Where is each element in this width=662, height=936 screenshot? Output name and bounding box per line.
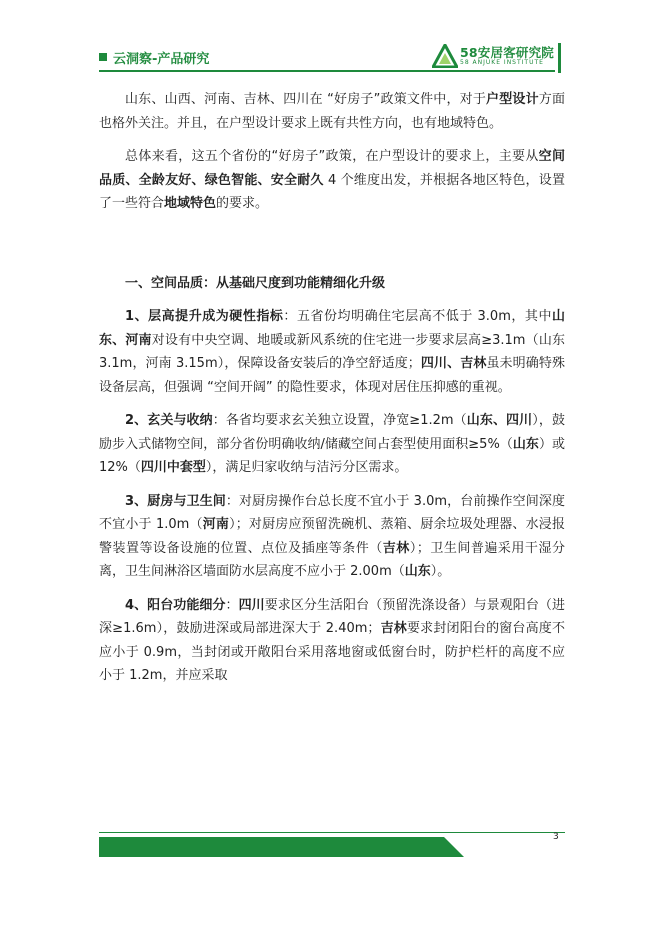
logo-roof-icon xyxy=(432,44,458,68)
header-marker xyxy=(99,53,107,61)
item-balcony: 4、阳台功能细分：四川要求区分生活阳台（预留洗涤设备）与景观阳台（进深≥1.6m），鼓励进深或局部进深大于 2.40m；吉林要求封闭阳台的窗台高度不应小于 0.9m，当封闭或开敞阳台采用落地窗或低窗台时，防护栏杆的高度不应小于 1.2m，并应采取 xyxy=(99,597,565,683)
logo-text-cn: 58安居客研究院 xyxy=(460,45,554,60)
header-accent-bar xyxy=(558,43,561,73)
page-number: 3 xyxy=(553,832,559,842)
header-title: 云洞察-产品研究 xyxy=(113,52,210,67)
section-heading: 一、空间品质：从基础尺度到功能精细化升级 xyxy=(125,275,386,291)
logo-text-en: 58 ANJUKE INSTITUTE xyxy=(460,59,544,66)
item-kitchen-bath: 3、厨房与卫生间：对厨房操作台总长度不宜小于 3.0m，台前操作空间深度不宜小于 1.0m（河南）；对厨房应预留洗碗机、蒸箱、厨余垃圾处理器、水浸报警装置等设备设施的位置、点位及插座等条件（吉林）；卫生间普遍采用干湿分离，卫生间淋浴区墙面防水层高度不应小于 2.00m（山东）。 xyxy=(99,493,565,579)
brand-logo xyxy=(432,42,556,70)
intro-paragraph-1: 山东、山西、河南、吉林、四川在 “好房子”政策文件中，对于户型设计方面也格外关注。并且，在户型设计要求上既有共性方向，也有地域特色。 xyxy=(99,92,565,131)
header-divider xyxy=(99,70,555,72)
footer-divider xyxy=(99,832,565,833)
page-header xyxy=(0,0,662,80)
intro-paragraph-2: 总体来看，这五个省份的“好房子”政策，在户型设计的要求上，主要从空间品质、全龄友好、绿色智能、安全耐久 4 个维度出发，并根据各地区特色，设置了一些符合地域特色的要求。 xyxy=(99,149,565,211)
item-floor-height: 1、层高提升成为硬性指标：五省份均明确住宅层高不低于 3.0m，其中山东、河南对设有中央空调、地暖或新风系统的住宅进一步要求层高≥3.1m（山东 3.1m，河南 3.15m），保障设备安装后的净空舒适度；四川、吉林虽未明确特殊设备层高，但强调 “空间开阔” 的隐性要求，体现对居住压抑感的重视。 xyxy=(99,309,565,395)
page-footer xyxy=(0,820,662,880)
footer-accent-band xyxy=(99,837,565,857)
document-body xyxy=(99,88,565,688)
item-entrance-storage: 2、玄关与收纳：各省均要求玄关独立设置，净宽≥1.2m（山东、四川），鼓励步入式储物空间，部分省份明确收纳/储藏空间占套型使用面积≥5%（山东）或 12%（四川中套型），满足归家收纳与洁污分区需求。 xyxy=(99,413,565,475)
